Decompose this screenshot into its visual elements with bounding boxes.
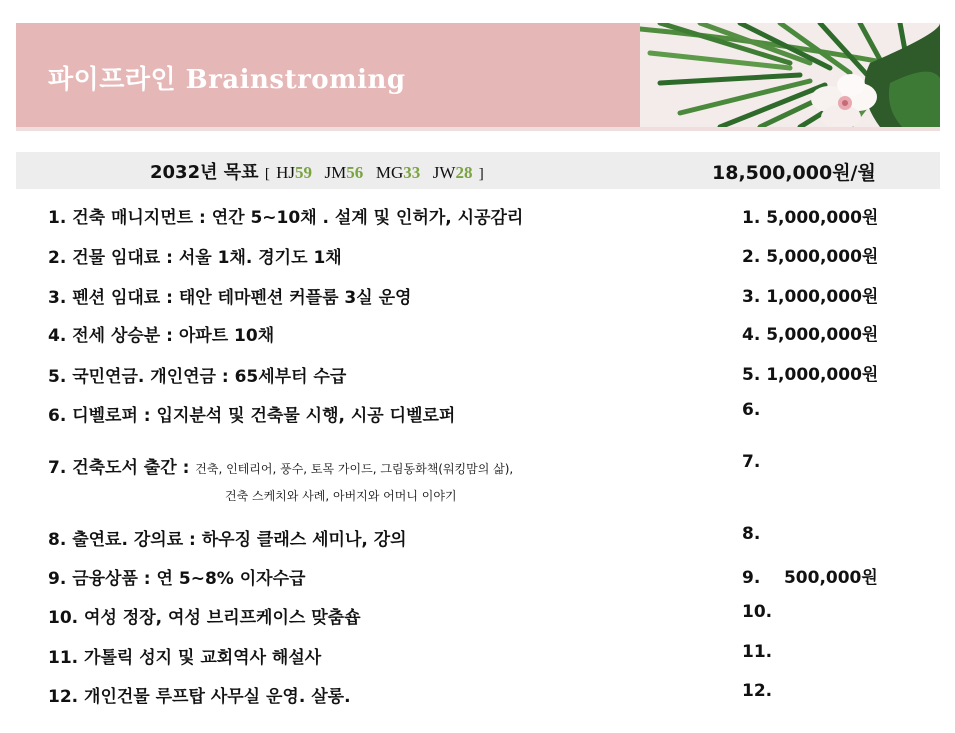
banner-divider [16,127,940,131]
person-initials: HJ [276,163,295,182]
list-item: 6. 디벨로퍼 : 입지분석 및 건축물 시행, 시공 디벨로퍼 [48,406,456,426]
person-age: 33 [403,163,421,182]
list-item: 9. 금융상품 : 연 5~8% 이자수급 [48,569,306,589]
goal-label: 2032년 목표 [150,162,259,183]
banner-title: 파이프라인 Brainstroming [48,65,406,95]
person-initials: JW [432,163,456,182]
palm-leaf-flower-icon [640,23,940,127]
monthly-total: 18,500,000원/월 [712,162,876,184]
list-item: 12. 개인건물 루프탑 사무실 운영. 살롱. [48,687,351,707]
item-title: 7. 건축도서 출간 : [48,458,196,478]
list-item: 2. 건물 임대료 : 서울 1채. 경기도 1채 [48,248,342,268]
list-item: 1. 건축 매니지먼트 : 연간 5~10채 . 설계 및 인허가, 시공감리 [48,208,524,228]
list-item [48,453,513,478]
item-amount: 3. 1,000,000원 [742,287,879,307]
item-amount: 11. [742,642,773,662]
item-amount: 12. [742,681,773,701]
item-amount: 8. [742,524,761,544]
item-amount: 5. 1,000,000원 [742,365,879,385]
person-age: 56 [346,163,364,182]
close-bracket: ] [478,166,484,182]
item-amount: 10. [742,602,773,622]
item-amount: 6. [742,400,761,420]
list-item: 3. 펜션 임대료 : 태안 테마펜션 커플룸 3실 운영 [48,288,412,308]
person-age: 28 [455,163,473,182]
item-detail: 건축, 인테리어, 풍수, 토목 가이드, 그림동화책(워킹맘의 삶), [195,462,514,476]
item-amount: 4. 5,000,000원 [742,325,879,345]
list-item: 8. 출연료. 강의료 : 하우징 클래스 세미나, 강의 [48,530,407,550]
list-item: 10. 여성 정장, 여성 브리프케이스 맞춤숍 [48,608,361,628]
list-item: 4. 전세 상승분 : 아파트 10채 [48,326,275,346]
list-item: 11. 가톨릭 성지 및 교회역사 해설사 [48,648,322,668]
goal-title [150,158,484,184]
person-age: 59 [295,163,312,182]
item-amount: 1. 5,000,000원 [742,208,879,228]
item-amount: 7. [742,452,761,472]
item-amount: 9. 500,000원 [742,568,878,588]
item-amount: 2. 5,000,000원 [742,247,879,267]
item-detail-line2: 건축 스케치와 사례, 아버지와 어머니 이야기 [225,489,457,503]
list-item: 5. 국민연금. 개인연금 : 65세부터 수급 [48,367,347,387]
person-initials: JM [324,163,347,182]
open-bracket: [ [264,166,270,182]
person-initials: MG [375,163,404,182]
